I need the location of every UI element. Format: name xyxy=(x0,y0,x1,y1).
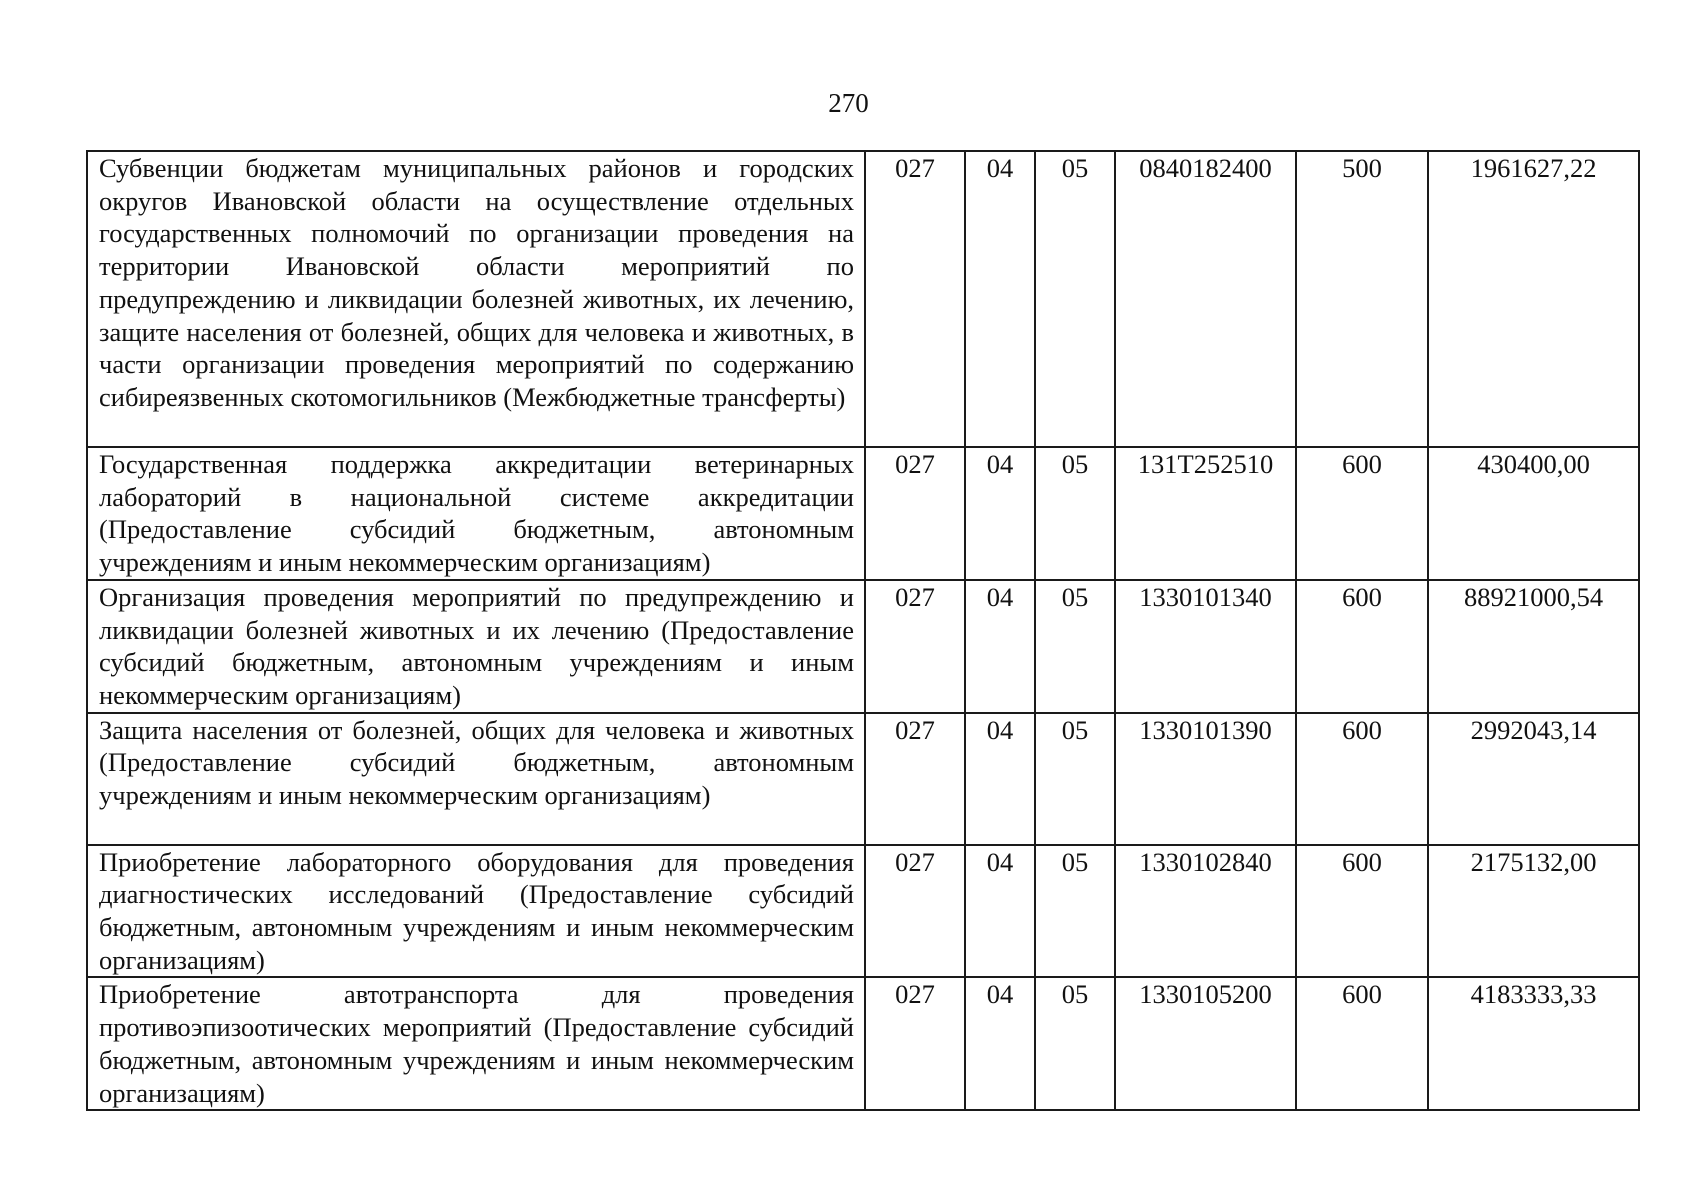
expense-type-code: 600 xyxy=(1296,447,1428,580)
ministry-code: 027 xyxy=(865,977,965,1110)
amount: 2992043,14 xyxy=(1428,713,1639,845)
ministry-code: 027 xyxy=(865,447,965,580)
ministry-code: 027 xyxy=(865,845,965,978)
ministry-code: 027 xyxy=(865,151,965,447)
subsection-code: 05 xyxy=(1035,580,1115,713)
target-article-code: 1330102840 xyxy=(1115,845,1296,978)
budget-table xyxy=(86,150,1640,1111)
table-row xyxy=(87,447,1639,580)
row-description: Субвенции бюджетам муниципальных районов и городских округов Ивановской области на осуществление отдельных государственных полномочий по организации проведения на территории Ивановской области мероприятий по предупреждению и ликвидации болезней животных, их лечению, защите населения от болезней, общих для человека и животных, в части организации проведения мероприятий по содержанию сибиреязвенных скотомогильников (Межбюджетные трансферты) xyxy=(87,151,865,447)
section-code: 04 xyxy=(965,580,1035,713)
table-row xyxy=(87,977,1639,1110)
amount: 88921000,54 xyxy=(1428,580,1639,713)
ministry-code: 027 xyxy=(865,713,965,845)
page-number: 270 xyxy=(828,88,869,118)
row-description: Приобретение автотранспорта для проведения противоэпизоотических мероприятий (Предоставление субсидий бюджетным, автономным учреждениям и иным некоммерческим организациям) xyxy=(87,977,865,1110)
expense-type-code: 600 xyxy=(1296,977,1428,1110)
row-description: Организация проведения мероприятий по предупреждению и ликвидации болезней животных и их лечению (Предоставление субсидий бюджетным, автономным учреждениям и иным некоммерческим организациям) xyxy=(87,580,865,713)
section-code: 04 xyxy=(965,151,1035,447)
ministry-code: 027 xyxy=(865,580,965,713)
target-article-code: 0840182400 xyxy=(1115,151,1296,447)
target-article-code: 1330105200 xyxy=(1115,977,1296,1110)
expense-type-code: 600 xyxy=(1296,845,1428,978)
table-row xyxy=(87,580,1639,713)
table-row xyxy=(87,713,1639,845)
row-description: Государственная поддержка аккредитации ветеринарных лабораторий в национальной системе аккредитации (Предоставление субсидий бюджетным, автономным учреждениям и иным некоммерческим организациям) xyxy=(87,447,865,580)
subsection-code: 05 xyxy=(1035,845,1115,978)
expense-type-code: 600 xyxy=(1296,713,1428,845)
subsection-code: 05 xyxy=(1035,977,1115,1110)
amount: 2175132,00 xyxy=(1428,845,1639,978)
row-description: Защита населения от болезней, общих для человека и животных (Предоставление субсидий бюджетным, автономным учреждениям и иным некоммерческим организациям) xyxy=(87,713,865,845)
subsection-code: 05 xyxy=(1035,151,1115,447)
section-code: 04 xyxy=(965,447,1035,580)
amount: 430400,00 xyxy=(1428,447,1639,580)
expense-type-code: 500 xyxy=(1296,151,1428,447)
table-row xyxy=(87,151,1639,447)
amount: 1961627,22 xyxy=(1428,151,1639,447)
amount: 4183333,33 xyxy=(1428,977,1639,1110)
target-article-code: 1330101390 xyxy=(1115,713,1296,845)
target-article-code: 131T252510 xyxy=(1115,447,1296,580)
section-code: 04 xyxy=(965,977,1035,1110)
target-article-code: 1330101340 xyxy=(1115,580,1296,713)
section-code: 04 xyxy=(965,713,1035,845)
row-description: Приобретение лабораторного оборудования для проведения диагностических исследований (Предоставление субсидий бюджетным, автономным учреждениям и иным некоммерческим организациям) xyxy=(87,845,865,978)
subsection-code: 05 xyxy=(1035,447,1115,580)
subsection-code: 05 xyxy=(1035,713,1115,845)
expense-type-code: 600 xyxy=(1296,580,1428,713)
table-row xyxy=(87,845,1639,978)
section-code: 04 xyxy=(965,845,1035,978)
